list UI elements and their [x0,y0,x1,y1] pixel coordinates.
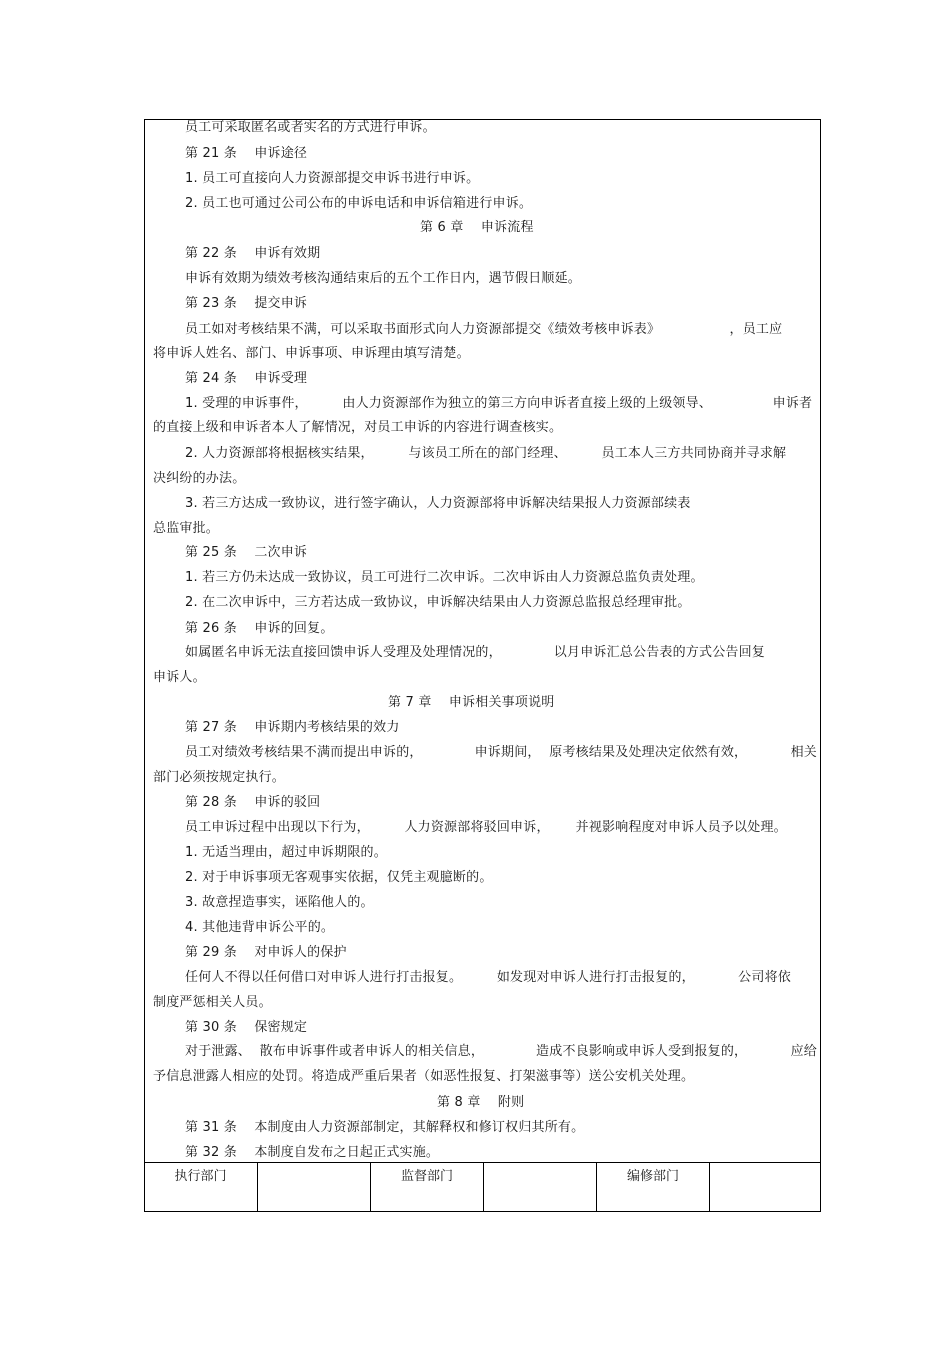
signoff-table [144,1162,821,1212]
article-heading: 第 22 条 申诉有效期 [185,246,321,261]
article-heading: 第 24 条 申诉受理 [185,371,308,386]
text-line: 总监审批。 [153,521,220,536]
label-cell-supervising-dept [370,1163,483,1212]
executing-dept-label: 执行部门 [174,1169,227,1184]
value-cell-supervising-dept [483,1163,596,1212]
label-cell-editing-dept [596,1163,709,1212]
text-line: 1. 若三方仍未达成一致协议，员工可进行二次申诉。二次申诉由人力资源总监负责处理。 [185,570,704,585]
article-heading: 第 30 条 保密规定 [185,1020,308,1035]
article-heading: 第 26 条 申诉的回复。 [185,621,334,636]
text-line: 对于泄露、 散布申诉事件或者申诉人的相关信息， 造成不良影响或申诉人受到报复的， 应给 [185,1044,817,1059]
chapter-heading: 第 6 章 申诉流程 [420,220,534,235]
text-line: 申诉人。 [153,670,206,685]
text-line: 予信息泄露人相应的处罚。将造成严重后果者（如恶性报复、打架滋事等）送公安机关处理。 [153,1069,695,1084]
article-heading: 第 27 条 申诉期内考核结果的效力 [185,720,400,735]
text-line: 员工可采取匿名或者实名的方式进行申诉。 [185,120,436,135]
text-line: 2. 对于申诉事项无客观事实依据，仅凭主观臆断的。 [185,870,493,885]
text-line: 1. 无适当理由，超过申诉期限的。 [185,845,387,860]
text-line: 2. 人力资源部将根据核实结果， 与该员工所在的部门经理、 员工本人三方共同协商并寻求解 [185,446,787,461]
text-line: 1. 员工可直接向人力资源部提交申诉书进行申诉。 [185,171,480,186]
text-line: 将申诉人姓名、部门、申诉事项、申诉理由填写清楚。 [153,346,470,361]
text-line: 2. 员工也可通过公司公布的申诉电话和申诉信箱进行申诉。 [185,196,533,211]
label-cell-executing-dept [144,1163,257,1212]
text-line: 的直接上级和申诉者本人了解情况，对员工申诉的内容进行调查核实。 [153,420,563,435]
text-line: 1. 受理的申诉事件， 由人力资源部作为独立的第三方向申诉者直接上级的上级领导、 申诉者 [185,396,813,411]
article-heading: 第 28 条 申诉的驳回 [185,795,321,810]
text-line: 如属匿名申诉无法直接回馈申诉人受理及处理情况的， 以月申诉汇总公告表的方式公告回复 [185,645,765,660]
text-line: 申诉有效期为绩效考核沟通结束后的五个工作日内，遇节假日顺延。 [185,271,582,286]
value-cell-executing-dept [257,1163,370,1212]
text-line: 3. 若三方达成一致协议，进行签字确认，人力资源部将申诉解决结果报人力资源部续表 [185,496,691,511]
text-line: 制度严惩相关人员。 [153,995,272,1010]
article-heading: 第 21 条 申诉途径 [185,146,308,161]
text-line: 4. 其他违背申诉公平的。 [185,920,335,935]
text-line: 员工对绩效考核结果不满而提出申诉的， 申诉期间， 原考核结果及处理决定依然有效， 相关 [185,745,817,760]
article-heading: 第 25 条 二次申诉 [185,545,308,560]
article-heading: 第 31 条 本制度由人力资源部制定，其解释权和修订权归其所有。 [185,1120,585,1135]
supervising-dept-label: 监督部门 [400,1169,453,1184]
text-line: 决纠纷的办法。 [153,471,246,486]
chapter-heading: 第 7 章 申诉相关事项说明 [388,695,555,710]
text-line: 任何人不得以任何借口对申诉人进行打击报复。 如发现对申诉人进行打击报复的， 公司将依 [185,970,791,985]
article-heading: 第 29 条 对申诉人的保护 [185,945,347,960]
article-heading: 第 32 条 本制度自发布之日起正式实施。 [185,1145,440,1160]
text-line: 部门必须按规定执行。 [153,770,286,785]
text-line: 2. 在二次申诉中，三方若达成一致协议，申诉解决结果由人力资源总监报总经理审批。 [185,595,691,610]
text-line: 员工如对考核结果不满，可以采取书面形式向人力资源部提交《绩效考核申诉表》 ，员工应 [185,322,783,337]
chapter-heading: 第 8 章 附则 [437,1095,525,1110]
text-line: 3. 故意捏造事实，诬陷他人的。 [185,895,374,910]
article-heading: 第 23 条 提交申诉 [185,296,308,311]
editing-dept-label: 编修部门 [626,1169,679,1184]
text-line: 员工申诉过程中出现以下行为， 人力资源部将驳回申诉， 并视影响程度对申诉人员予以处理。 [185,820,787,835]
value-cell-editing-dept [709,1163,821,1212]
